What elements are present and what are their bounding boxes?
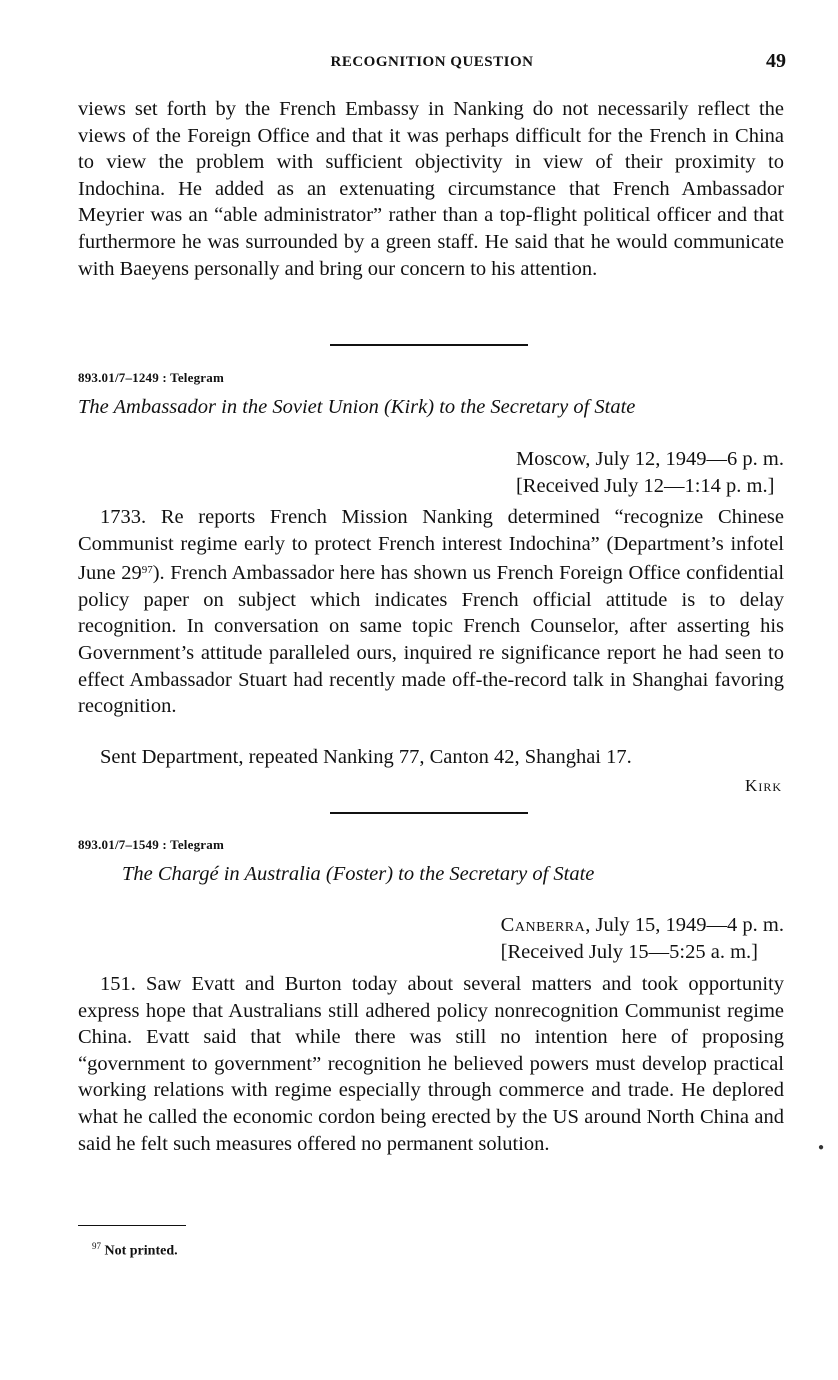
footnote-text: Not printed. — [104, 1243, 178, 1259]
document-heading-2: The Chargé in Australia (Foster) to the Secretary of State — [122, 863, 595, 885]
running-title: RECOGNITION QUESTION — [330, 54, 534, 70]
page-number: 49 — [766, 50, 786, 72]
telegram-body-1-part-a: 1733. Re reports French Mission Nanking determined “recognize Chinese Communist regime early to protect French interest Indochina” (Department’s infotel June 29 — [78, 506, 784, 585]
section-divider — [330, 812, 528, 814]
telegram-body-2: 151. Saw Evatt and Burton today about several matters and took opportunity express hope that Australians still adhered policy nonrecognition Communist regime China. Evatt said that while there was still no intention here of proposing “government to government” recognition he believed powers must develop practical working relations with regime especially through commerce and trade. He deplored what he called the economic cordon being erected by the US around North China and said he felt such measures offered no permanent solution. — [78, 973, 784, 1155]
running-header — [78, 50, 786, 76]
sent-line-1: Sent Department, repeated Nanking 77, Canton 42, Shanghai 17. — [100, 746, 632, 768]
document-heading-1: The Ambassador in the Soviet Union (Kirk) to the Secretary of State — [78, 396, 636, 418]
dateline-received-1: [Received July 12—1:14 p. m.] — [515, 475, 775, 497]
file-reference-2: 893.01/7–1549 : Telegram — [78, 837, 224, 852]
file-reference-1: 893.01/7–1249 : Telegram — [78, 370, 224, 385]
telegram-body-1-part-b: ). French Ambassador here has shown us French Foreign Office confidential policy paper on subject which indicates French official attitude is to delay recognition. In conversation on same topic French Counselor, after asserting his Government’s attitude paralleled ours, inquired re significance report he had seen to effect Ambassador Stuart had recently made off-the-record talk in Shanghai favoring recognition. — [78, 562, 785, 718]
signature-1: Kirk — [745, 776, 782, 795]
telegram-body-1 — [78, 504, 784, 720]
footnote-divider — [78, 1225, 186, 1226]
footnote — [92, 1241, 178, 1260]
dateline-place-2 — [501, 912, 784, 939]
dateline-1 — [516, 446, 784, 500]
margin-dot: ● — [818, 1142, 825, 1153]
footnote-number: 97 — [92, 1241, 101, 1251]
intro-paragraph: views set forth by the French Embassy in Nanking do not necessarily reflect the views of the Foreign Office and that it was perhaps difficult for the French in China to view the problem with sufficient objectivity in view of their proximity to Indochina. He added as an extenuating circumstance that French Ambassador Meyrier was an “able administrator” rather than a top-flight political officer and that furthermore he was surrounded by a green staff. He said that he would communicate with Baeyens personally and bring our concern to his attention. — [78, 98, 784, 280]
footnote-reference: 97 — [141, 564, 153, 577]
dateline-place-1: Moscow, July 12, 1949—6 p. m. — [515, 448, 784, 470]
dateline-city-2: Canberra — [500, 914, 586, 936]
dateline-2 — [501, 912, 784, 966]
section-divider — [330, 344, 528, 346]
dateline-received-2: [Received July 15—5:25 a. m.] — [500, 941, 759, 963]
dateline-date-2: , July 15, 1949—4 p. m. — [585, 914, 784, 936]
